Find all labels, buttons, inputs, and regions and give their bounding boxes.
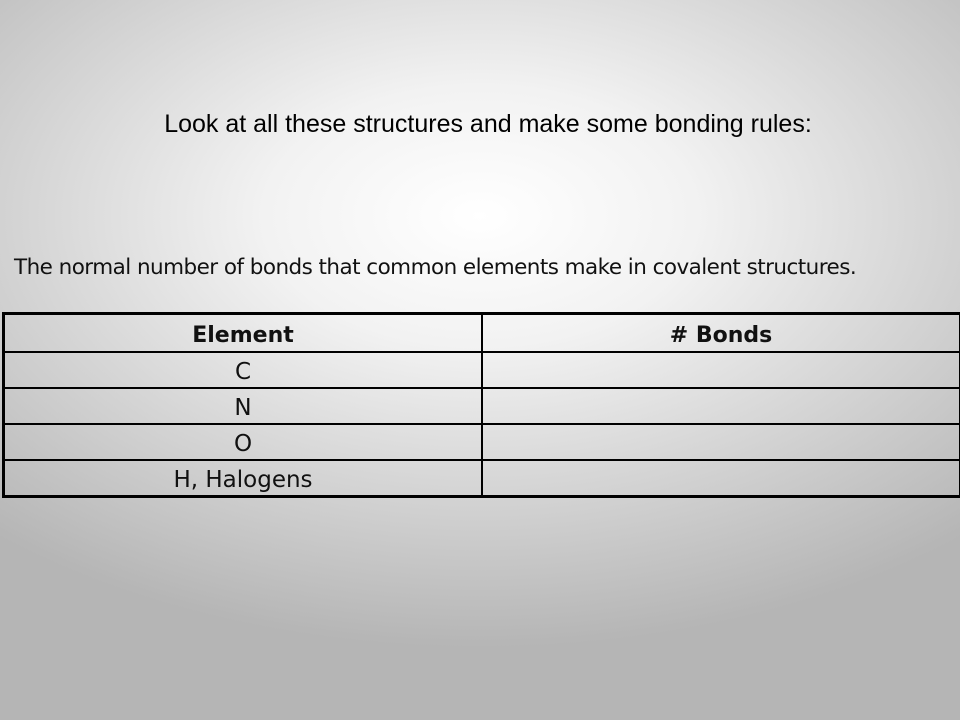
bonds-table-container <box>2 312 958 498</box>
table-row <box>4 388 960 424</box>
table-row <box>4 460 960 496</box>
element-cell-carbon: C <box>4 352 482 388</box>
table-row <box>4 424 960 460</box>
element-cell-halogens: H, Halogens <box>4 460 482 496</box>
header-bonds: # Bonds <box>482 314 960 352</box>
bonds-cell-nitrogen <box>482 388 960 424</box>
element-cell-oxygen: O <box>4 424 482 460</box>
bonds-table <box>2 312 960 498</box>
slide-heading: Look at all these structures and make some bonding rules: <box>164 110 812 138</box>
bonds-cell-carbon <box>482 352 960 388</box>
element-cell-nitrogen: N <box>4 388 482 424</box>
bonds-cell-oxygen <box>482 424 960 460</box>
bonds-cell-halogens <box>482 460 960 496</box>
table-caption: The normal number of bonds that common elements make in covalent structures. <box>14 255 857 280</box>
table-header-row <box>4 314 960 352</box>
header-element: Element <box>4 314 482 352</box>
table-row <box>4 352 960 388</box>
